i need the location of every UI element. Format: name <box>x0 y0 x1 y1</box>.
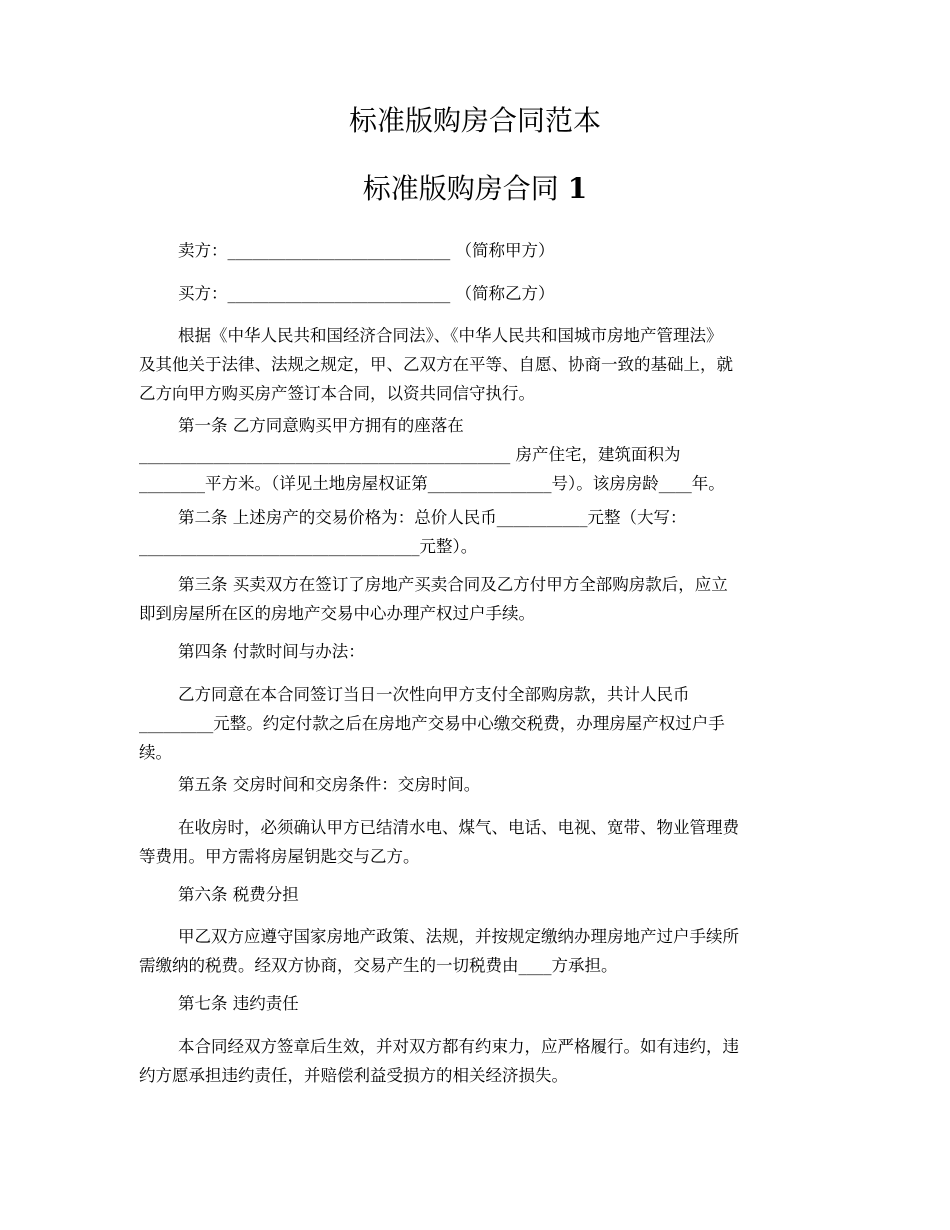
paragraph-line: 第三条 买卖双方在签订了房地产买卖合同及乙方付甲方全部购房款后，应立 <box>178 575 728 594</box>
paragraph <box>139 321 829 408</box>
paragraph-line: 本合同经双方签章后生效，并对双方都有约束力，应严格履行。如有违约，违 <box>178 1037 739 1056</box>
paragraph-line: 第五条 交房时间和交房条件：交房时间。 <box>178 775 481 794</box>
paragraph <box>139 503 829 561</box>
paragraph <box>139 570 829 628</box>
paragraph-line: 等费用。甲方需将房屋钥匙交与乙方。 <box>139 847 420 866</box>
contract-heading <box>0 171 950 207</box>
paragraph-line: 根据《中华人民共和国经济合同法》、《中华人民共和国城市房地产管理法》 <box>178 326 723 345</box>
contract-heading-text: 标准版购房合同 <box>362 172 559 205</box>
paragraph-line: 乙方同意在本合同签订当日一次性向甲方支付全部购房款，共计人民币 <box>178 685 690 704</box>
paragraph <box>139 279 829 308</box>
document-title: 标准版购房合同范本 <box>348 104 601 137</box>
paragraph-line: 第一条 乙方同意购买甲方拥有的座落在 <box>178 416 464 435</box>
paragraph-line: 及其他关于法律、法规之规定，甲、乙双方在平等、自愿、协商一致的基础上，就 <box>139 355 733 374</box>
contract-heading-number: 1 <box>567 172 588 205</box>
paragraph-line: 第四条 付款时间与办法： <box>178 642 365 661</box>
paragraph-line: 卖方：___________________________ （简称甲方） <box>178 241 555 260</box>
paragraph <box>139 770 829 799</box>
paragraph-line: 第七条 违约责任 <box>178 994 299 1013</box>
paragraph-line: 乙方向甲方购买房产签订本合同，以资共同信守执行。 <box>139 384 535 403</box>
paragraph <box>139 922 829 980</box>
paragraph <box>139 411 829 498</box>
paragraph-line: 第二条 上述房产的交易价格为：总价人民币___________元整（大写： <box>178 508 687 527</box>
paragraph-line: 即到房屋所在区的房地产交易中心办理产权过户手续。 <box>139 604 535 623</box>
paragraph-line: ________平方米。（详见土地房屋权证第_______________号）。该房房龄____年。 <box>139 474 725 493</box>
paragraph <box>139 637 829 666</box>
paragraph <box>139 880 829 909</box>
paragraph <box>139 236 829 265</box>
paragraph <box>139 813 829 871</box>
paragraph-line: 在收房时，必须确认甲方已结清水电、煤气、电话、电视、宽带、物业管理费 <box>178 818 739 837</box>
paragraph-line: 买方：___________________________ （简称乙方） <box>178 284 555 303</box>
paragraph-line: _____________________________________________ 房产住宅，建筑面积为 <box>139 445 681 464</box>
paragraph-line: 甲乙双方应遵守国家房地产政策、法规，并按规定缴纳办理房地产过户手续所 <box>178 927 739 946</box>
paragraph-line: _________元整。约定付款之后在房地产交易中心缴交税费，办理房屋产权过户手 <box>139 714 725 733</box>
paragraph-line: 第六条 税费分担 <box>178 885 299 904</box>
paragraph-line: __________________________________元整）。 <box>139 537 478 556</box>
paragraph <box>139 989 829 1018</box>
paragraph-line: 续。 <box>139 743 172 762</box>
paragraph <box>139 1032 829 1090</box>
paragraph-line: 约方愿承担违约责任，并赔偿利益受损方的相关经济损失。 <box>139 1066 568 1085</box>
paragraph-line: 需缴纳的税费。经双方协商，交易产生的一切税费由____方承担。 <box>139 956 618 975</box>
paragraph <box>139 680 829 767</box>
